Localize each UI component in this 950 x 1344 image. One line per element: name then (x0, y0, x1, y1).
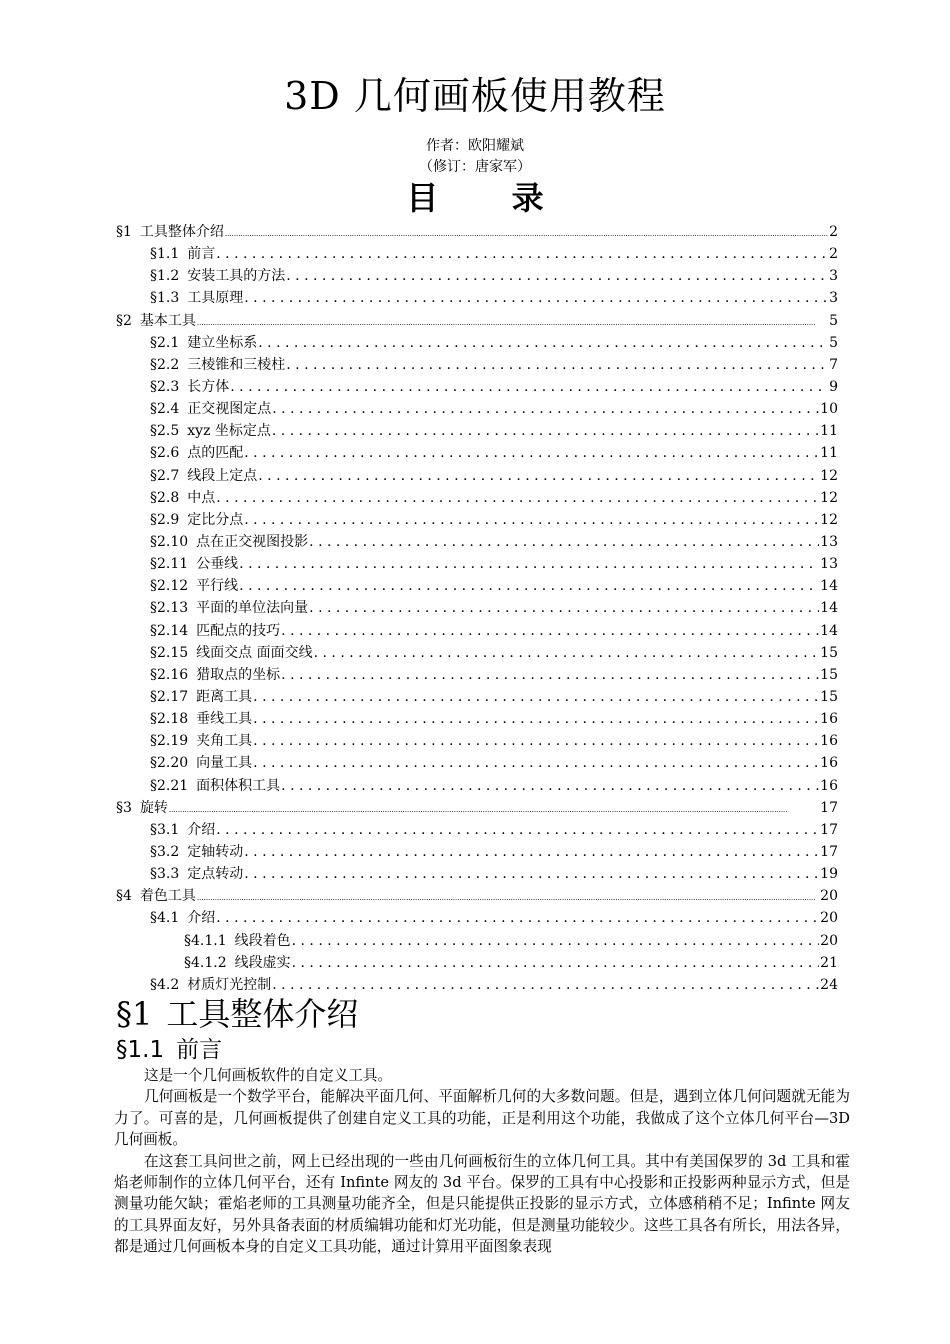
toc-entry-number: §2.5 (150, 423, 180, 440)
toc-entry-title: xyz 坐标定点 (187, 423, 271, 440)
toc-entry-number: §1.1 (150, 246, 180, 263)
toc-entry[interactable] (116, 952, 838, 974)
toc-entry-title: 旋转 (139, 799, 168, 816)
paragraph: 几何画板是一个数学平台，能解决平面几何、平面解析几何的大多数问题。但是，遇到立体几何问题就无能为力了。可喜的是，几何画板提供了创建自定义工具的功能，正是利用这个功能，我做成了这个立体几何平台—3D 几何画板。 (114, 1088, 850, 1149)
toc-entry-number: §2.18 (150, 711, 189, 728)
toc-entry-page: 15 (820, 666, 838, 683)
toc-dot-leader (239, 553, 819, 575)
toc-entry-number: §1.2 (150, 268, 180, 285)
toc-entry[interactable] (116, 708, 838, 730)
toc-dot-leader (244, 841, 819, 863)
toc-entry[interactable] (116, 930, 838, 952)
toc-entry-title: 前言 (187, 246, 216, 263)
toc-entry[interactable] (116, 642, 838, 664)
toc-entry-page: 5 (829, 312, 838, 329)
toc-entry[interactable] (116, 863, 838, 885)
toc-entry[interactable] (116, 885, 838, 907)
toc-entry-page: 24 (820, 976, 838, 993)
toc-entry[interactable] (116, 620, 838, 642)
toc-entry-page: 16 (820, 755, 838, 772)
toc-entry[interactable] (116, 686, 838, 708)
toc-entry-title: 线段虚实 (234, 954, 291, 971)
toc-dot-leader (244, 442, 819, 464)
toc-entry-title: 介绍 (187, 821, 216, 838)
toc-entry-page: 2 (829, 246, 838, 263)
toc-entry[interactable] (116, 553, 838, 575)
toc-entry-page: 16 (820, 711, 838, 728)
subsection-title: 前言 (176, 1037, 223, 1063)
toc-entry-number: §3.2 (150, 843, 180, 860)
toc-entry-title: 匹配点的技巧 (196, 622, 281, 639)
toc-dot-leader (286, 354, 828, 376)
toc-dot-leader (309, 597, 819, 619)
toc-entry-page: 17 (820, 843, 838, 860)
toc-entry-page: 13 (820, 533, 838, 550)
toc-entry-number: §2.21 (150, 777, 189, 794)
author-line: 作者：欧阳耀斌 (426, 138, 524, 154)
toc-entry-number: §3.3 (150, 866, 180, 883)
toc-entry-number: §3.1 (150, 821, 180, 838)
toc-entry-page: 11 (820, 423, 838, 440)
toc-entry[interactable] (116, 730, 838, 752)
toc-entry-number: §1 (116, 224, 132, 240)
toc-entry[interactable] (116, 509, 838, 531)
toc-entry-page: 12 (820, 511, 838, 528)
toc-entry-number: §4.1 (150, 910, 180, 927)
section-heading (116, 994, 358, 1034)
toc-entry[interactable] (116, 332, 838, 354)
toc-entry-title: 猎取点的坐标 (196, 666, 281, 683)
toc-entry-number: §2.13 (150, 600, 189, 617)
toc-entry-number: §2.1 (150, 334, 180, 351)
toc-dot-leader (216, 487, 819, 509)
toc-entry-number: §2.12 (150, 578, 189, 595)
document-title: 3D 几何画板使用教程 (284, 74, 666, 118)
toc-entry-title: 定点转动 (187, 866, 244, 883)
toc-entry-page: 16 (820, 733, 838, 750)
toc-dot-leader (197, 885, 819, 907)
toc-entry-page: 5 (829, 334, 838, 351)
toc-entry-page: 12 (820, 467, 838, 484)
toc-entry-page: 19 (820, 866, 838, 883)
toc-entry[interactable] (116, 420, 838, 442)
toc-entry[interactable] (116, 243, 838, 265)
toc-entry[interactable] (116, 221, 838, 243)
toc-dot-leader (216, 907, 819, 929)
toc-entry-number: §2.9 (150, 511, 180, 528)
toc-entry-number: §2.19 (150, 733, 189, 750)
toc-entry-page: 11 (820, 445, 838, 462)
toc-dot-leader (197, 310, 828, 332)
toc-entry-title: 基本工具 (139, 312, 196, 329)
section-title: 工具整体介绍 (166, 995, 359, 1033)
toc-entry-title: 建立坐标系 (187, 334, 258, 351)
toc-entry-number: §4.1.1 (184, 932, 227, 949)
toc-entry[interactable] (116, 531, 838, 553)
toc-entry-title: 定比分点 (187, 511, 244, 528)
toc-entry-number: §2.2 (150, 356, 180, 373)
toc-dot-leader (281, 664, 819, 686)
toc-dot-leader (244, 863, 819, 885)
toc-entry-title: 面积体积工具 (196, 777, 281, 794)
toc-entry[interactable] (116, 664, 838, 686)
toc-entry[interactable] (116, 597, 838, 619)
toc-entry-page: 20 (820, 910, 838, 927)
toc-entry[interactable] (116, 376, 838, 398)
toc-entry-page: 20 (820, 888, 838, 905)
toc-entry-page: 14 (820, 600, 838, 617)
toc-entry-number: §2.7 (150, 467, 180, 484)
toc-entry[interactable] (116, 398, 838, 420)
toc-entry-number: §2.8 (150, 489, 180, 506)
toc-entry[interactable] (116, 465, 838, 487)
toc-heading: 目 录 (406, 179, 544, 217)
subsection-heading (116, 1035, 222, 1065)
toc-entry[interactable] (116, 575, 838, 597)
toc-entry[interactable] (116, 752, 838, 774)
toc-dot-leader (216, 243, 828, 265)
toc-entry-title: 中点 (187, 489, 216, 506)
toc-dot-leader (292, 930, 820, 952)
toc-entry-title: 垂线工具 (196, 711, 253, 728)
toc-entry-number: §2.15 (150, 644, 189, 661)
toc-dot-leader (272, 974, 819, 996)
toc-entry-title: 三棱锥和三棱柱 (187, 356, 286, 373)
toc-dot-leader (230, 376, 828, 398)
toc-dot-leader (309, 531, 819, 553)
toc-dot-leader (253, 730, 819, 752)
toc-entry-page: 17 (820, 799, 838, 816)
toc-entry-page: 15 (820, 644, 838, 661)
toc-entry-number: §2.16 (150, 666, 189, 683)
toc-entry-title: 安装工具的方法 (187, 268, 286, 285)
toc-dot-leader (253, 708, 819, 730)
toc-dot-leader (239, 575, 819, 597)
toc-dot-leader (225, 221, 828, 243)
toc-entry-number: §2.4 (150, 401, 180, 418)
toc-entry-page: 20 (820, 932, 838, 949)
toc-dot-leader (244, 509, 819, 531)
toc-dot-leader (272, 420, 819, 442)
toc-entry-page: 2 (829, 224, 838, 240)
toc-entry-page: 3 (829, 290, 838, 307)
toc-entry-page: 13 (820, 556, 838, 573)
toc-entry-title: 工具整体介绍 (139, 224, 224, 240)
toc-entry-page: 15 (820, 688, 838, 705)
toc-entry-page: 12 (820, 489, 838, 506)
toc-entry-page: 3 (829, 268, 838, 285)
toc-entry-title: 正交视图定点 (187, 401, 272, 418)
paragraph: 这是一个几何画板软件的自定义工具。 (144, 1067, 393, 1084)
toc-entry[interactable] (116, 265, 838, 287)
toc-entry-page: 14 (820, 578, 838, 595)
toc-entry-number: §2.20 (150, 755, 189, 772)
toc-entry-number: §2.14 (150, 622, 189, 639)
section-body (114, 1065, 850, 1258)
toc-dot-leader (216, 819, 819, 841)
section-number: §1 (116, 995, 153, 1033)
toc-entry-title: 点的匹配 (187, 445, 244, 462)
toc-dot-leader (286, 265, 828, 287)
toc-dot-leader (253, 686, 819, 708)
table-of-contents (116, 221, 838, 996)
toc-entry-number: §2.3 (150, 378, 180, 395)
toc-entry-page: 10 (820, 401, 838, 418)
toc-entry-title: 定轴转动 (187, 843, 244, 860)
toc-entry-title: 距离工具 (196, 688, 253, 705)
toc-entry[interactable] (116, 287, 838, 309)
toc-dot-leader (258, 332, 828, 354)
toc-dot-leader (253, 752, 819, 774)
toc-entry-number: §2.11 (150, 556, 189, 573)
toc-entry-page: 17 (820, 821, 838, 838)
toc-entry-title: 线段着色 (234, 932, 291, 949)
toc-entry-number: §2.17 (150, 688, 189, 705)
subsection-number: §1.1 (116, 1037, 165, 1063)
toc-entry-page: 14 (820, 622, 838, 639)
toc-entry-number: §4.2 (150, 976, 180, 993)
reviser-line: （修订：唐家军） (419, 159, 531, 175)
toc-dot-leader (281, 775, 819, 797)
toc-dot-leader (314, 642, 820, 664)
toc-entry-page: 9 (829, 378, 838, 395)
toc-entry[interactable] (116, 841, 838, 863)
toc-entry-number: §3 (116, 799, 132, 816)
toc-dot-leader (272, 398, 819, 420)
toc-entry-number: §2.6 (150, 445, 180, 462)
toc-entry[interactable] (116, 310, 838, 332)
toc-entry[interactable] (116, 775, 838, 797)
toc-entry-title: 线面交点 面面交线 (196, 644, 313, 661)
toc-entry-page: 7 (829, 356, 838, 373)
toc-entry-title: 介绍 (187, 910, 216, 927)
toc-entry-number: §4 (116, 888, 132, 905)
toc-entry-title: 向量工具 (196, 755, 253, 772)
toc-entry[interactable] (116, 354, 838, 376)
toc-entry-title: 工具原理 (187, 290, 244, 307)
toc-entry-title: 着色工具 (139, 888, 196, 905)
toc-entry[interactable] (116, 819, 838, 841)
toc-entry[interactable] (116, 974, 838, 996)
toc-entry[interactable] (116, 797, 838, 819)
toc-entry-number: §2.10 (150, 533, 189, 550)
toc-dot-leader (169, 797, 819, 819)
toc-entry-page: 21 (820, 954, 838, 971)
toc-entry[interactable] (116, 907, 838, 929)
toc-entry-title: 点在正交视图投影 (196, 533, 309, 550)
toc-entry-number: §2 (116, 312, 132, 329)
toc-dot-leader (292, 952, 820, 974)
toc-dot-leader (244, 287, 828, 309)
toc-entry[interactable] (116, 487, 838, 509)
toc-entry-title: 平行线 (196, 578, 239, 595)
toc-entry-title: 公垂线 (196, 556, 239, 573)
toc-entry-page: 16 (820, 777, 838, 794)
toc-entry-title: 材质灯光控制 (187, 976, 272, 993)
toc-entry-number: §4.1.2 (184, 954, 227, 971)
toc-entry-title: 夹角工具 (196, 733, 253, 750)
toc-entry-title: 平面的单位法向量 (196, 600, 309, 617)
toc-dot-leader (258, 465, 819, 487)
toc-entry-number: §1.3 (150, 290, 180, 307)
toc-entry-title: 长方体 (187, 378, 230, 395)
paragraph: 在这套工具问世之前，网上已经出现的一些由几何画板衍生的立体几何工具。其中有美国保罗的 3d 工具和霍焰老师制作的立体几何平台，还有 Infinte 网友的 3d 平台。保罗的工具有中心投影和正投影两种显示方式，但是测量功能欠缺；霍焰老师的工具测量功能齐全，但是只能提供正投影的显示方式，立体感稍稍不足；Infinte 网友的工具界面友好，另外具备表面的材质编辑功能和灯光功能，但是测量功能较少。这些工具各有所长，用法各异，都是通过几何画板本身的自定义工具功能，通过计算用平面图象表现 (114, 1152, 850, 1256)
toc-entry-title: 线段上定点 (187, 467, 258, 484)
toc-entry[interactable] (116, 442, 838, 464)
toc-dot-leader (281, 620, 819, 642)
